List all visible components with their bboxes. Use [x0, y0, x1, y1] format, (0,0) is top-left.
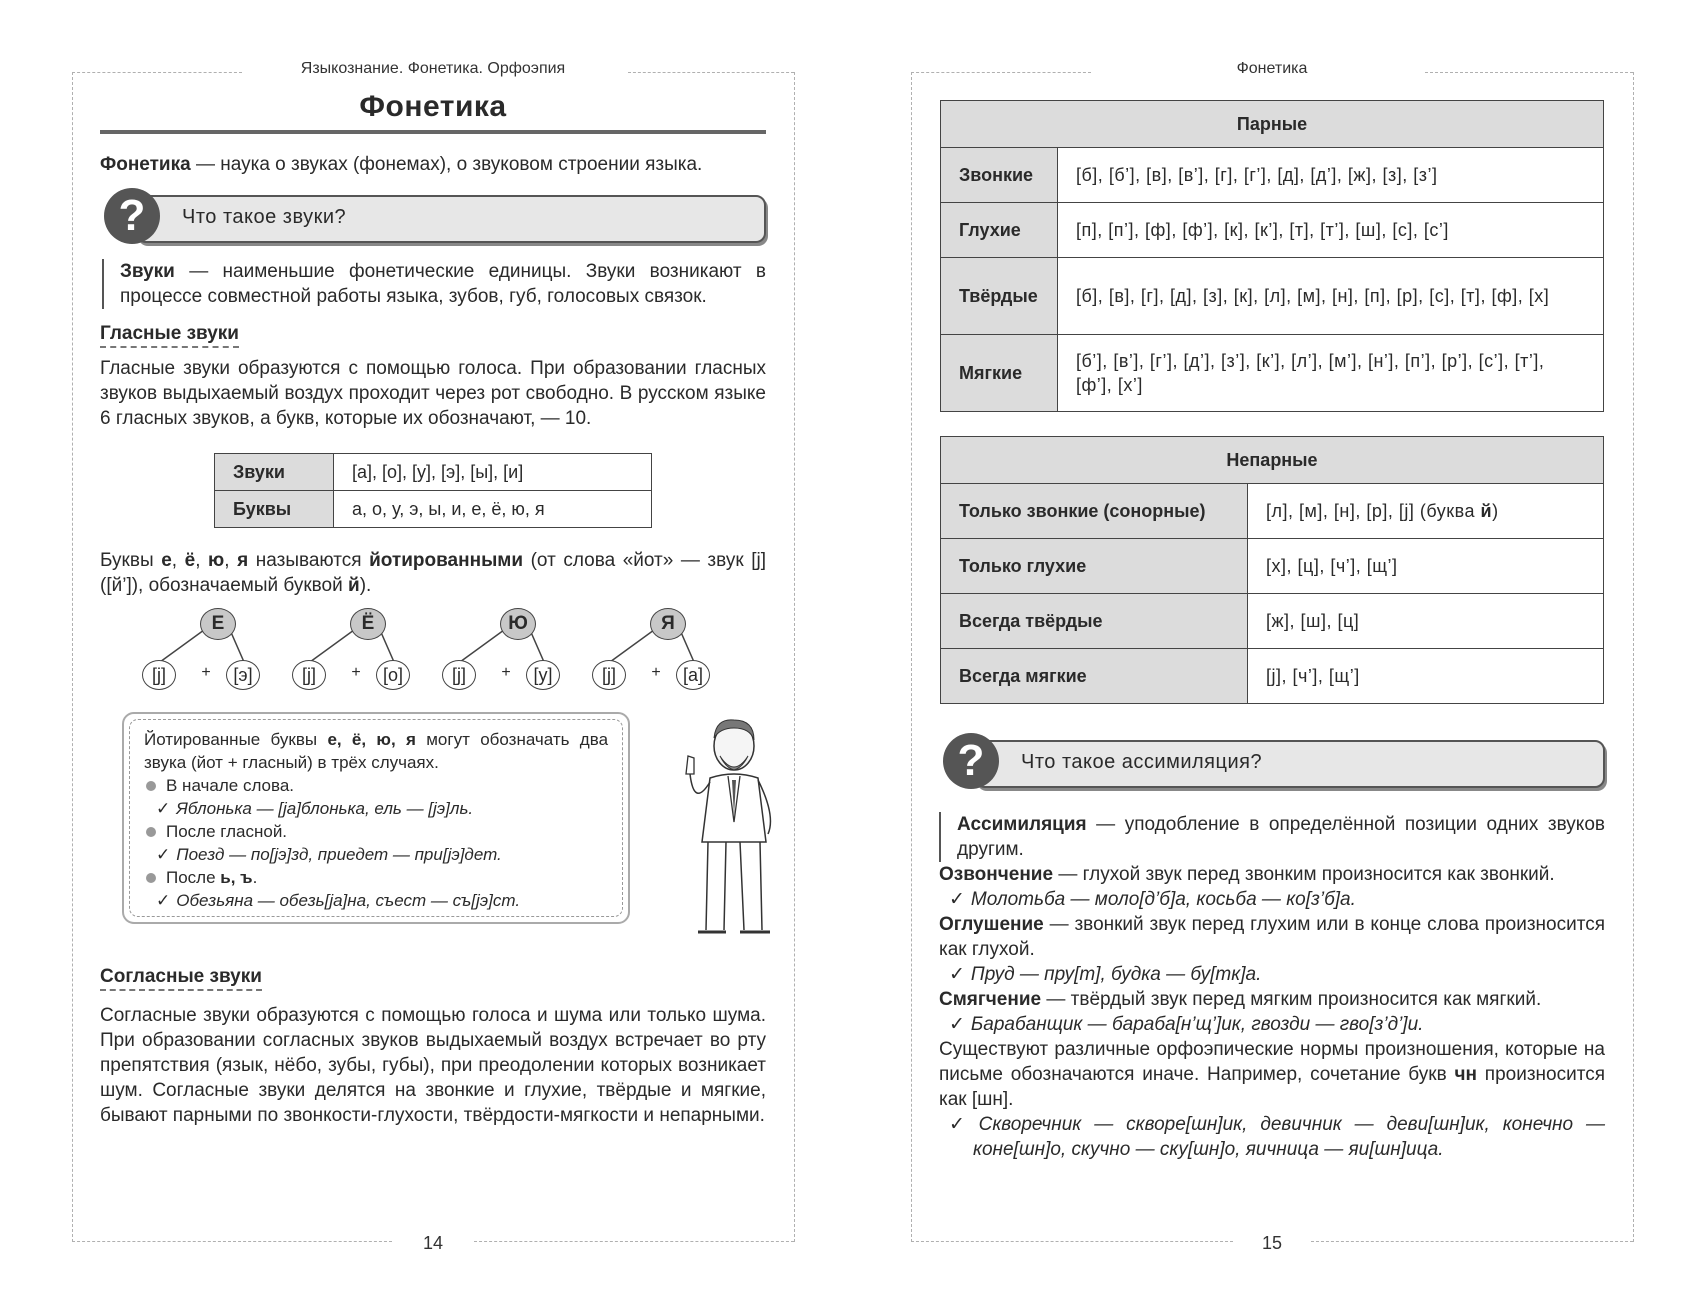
example-block: ✓ Скворечник — скворе[шн]ик, девичник — деви[шн]ик, конечно — коне[шн]о, скучно — ску[шн]о, яичница — яи[шн]ица.	[949, 1114, 1606, 1160]
devoicing-paragraph: Оглушение — звонкий звук перед глухим или в конце слова произносится как глухой.	[939, 914, 1605, 960]
example-line: ✓ Барабанщик — бараба[н’щ’]ик, гвозди — гво[з’д’]и.	[949, 1014, 1424, 1035]
table-cell-value: [б], [в], [г], [д], [з], [к], [л], [м], [н], [п], [р], [с], [т], [ф], [х]	[1058, 258, 1604, 335]
example-line: ✓ Яблонька — [ja]блонька, ель — [jэ]ль.	[156, 799, 474, 818]
table-cell-value: [б’], [в’], [г’], [д’], [з’], [к’], [л’], [м’], [н’], [п’], [р’], [с’], [т’], [ф’], [х’]	[1058, 335, 1604, 412]
check-icon: ✓	[156, 799, 171, 818]
table-cell-label: Всегда твёрдые	[941, 594, 1248, 649]
right-page	[911, 60, 1633, 1253]
yot-diagram	[142, 608, 292, 700]
yot-sound-vowel: [у]	[526, 660, 560, 690]
yot-sound-vowel: [о]	[376, 660, 410, 690]
check-icon: ✓	[156, 845, 171, 864]
table-cell-value: [б], [б’], [в], [в’], [г], [г’], [д], [д’], [ж], [з], [з’]	[1058, 148, 1604, 203]
table-row	[941, 484, 1604, 539]
table-header: Парные	[941, 101, 1604, 148]
table-cell-value: [х], [ц], [ч’], [щ’]	[1248, 539, 1604, 594]
table-row	[941, 539, 1604, 594]
yot-sound-j: [j]	[142, 660, 176, 690]
yot-plus: +	[651, 664, 661, 681]
page-number: 14	[72, 1233, 794, 1254]
table-cell-value: [j], [ч’], [щ’]	[1248, 649, 1604, 704]
question-icon: ?	[104, 188, 160, 244]
yot-letter: Ё	[350, 608, 386, 640]
question-text: Что такое ассимиляция?	[1021, 751, 1263, 773]
example-line: ✓ Поезд — по[jэ]зд, приедет — при[jэ]дет.	[156, 845, 502, 864]
example-line: ✓ Обезьяна — обезь[ja]на, съест — съ[jэ]ст.	[156, 891, 521, 910]
vowels-heading: Гласные звуки	[100, 323, 239, 348]
table-cell-value: [а], [о], [у], [э], [ы], [и]	[334, 454, 652, 491]
question-icon: ?	[943, 733, 999, 789]
voicing-paragraph: Озвончение — глухой звук перед звонким произносится как звонкий.	[939, 864, 1555, 885]
frame-left	[72, 72, 73, 1242]
vowels-table	[214, 453, 652, 528]
table-cell-label: Только глухие	[941, 539, 1248, 594]
yot-sound-j: [j]	[592, 660, 626, 690]
table-row	[941, 148, 1604, 203]
yot-letter: Я	[650, 608, 686, 640]
table-row	[941, 335, 1604, 412]
right-content	[939, 100, 1605, 1162]
table-cell-label: Звонкие	[941, 148, 1058, 203]
table-cell-label: Всегда мягкие	[941, 649, 1248, 704]
table-cell-value: [п], [п’], [ф], [ф’], [к], [к’], [т], [т’], [ш], [с], [с’]	[1058, 203, 1604, 258]
question-text: Что такое звуки?	[182, 206, 347, 228]
example-line: ✓ Молотьба — моло[д’б]а, косьба — ко[з’б]а.	[949, 889, 1356, 910]
check-icon: ✓	[156, 891, 171, 910]
consonants-heading: Согласные звуки	[100, 966, 262, 991]
yot-sound-vowel: [а]	[676, 660, 710, 690]
orthoepy-paragraph: Существуют различные орфоэпические нормы произношения, которые на письме обозначаются иначе. Например, сочетание букв чн произносится как [шн].	[939, 1039, 1605, 1110]
running-head: Фонетика	[911, 60, 1633, 78]
yot-diagram	[592, 608, 742, 700]
consonants-paragraph: Согласные звуки образуются с помощью голоса и шума или только шума. При образовании согласных звуков выдыхаемый воздух встречает во рту препятствия (язык, нёбо, зубы, губы), при преодолении которых возникает шум. Согласные звуки делятся на звонкие и глухие, твёрдые и мягкие, бывают парными по звонкости-глухости, твёрдости-мягкости и непарными.	[100, 1005, 766, 1126]
left-content	[100, 90, 766, 1128]
page-number: 15	[911, 1233, 1633, 1254]
note-section	[100, 712, 766, 948]
check-icon: ✓	[949, 1014, 965, 1035]
frame-left	[911, 72, 912, 1242]
example-line: ✓ Пруд — пру[т], будка — бу[тк]а.	[949, 964, 1262, 985]
table-header: Непарные	[941, 437, 1604, 484]
yot-diagram	[292, 608, 442, 700]
table-row	[941, 203, 1604, 258]
check-icon: ✓	[949, 964, 965, 985]
table-cell-label: Твёрдые	[941, 258, 1058, 335]
table-cell-label: Мягкие	[941, 335, 1058, 412]
check-icon: ✓	[949, 1114, 973, 1135]
left-page	[72, 60, 794, 1253]
yot-diagrams	[100, 608, 766, 700]
question-banner	[100, 189, 766, 245]
table-cell-label: Звуки	[215, 454, 334, 491]
intro-paragraph: Фонетика — наука о звуках (фонемах), о звуковом строении языка.	[100, 154, 703, 175]
table-cell-value: а, о, у, э, ы, и, е, ё, ю, я	[334, 491, 652, 528]
question-banner	[939, 734, 1605, 790]
table-row	[941, 258, 1604, 335]
yot-diagram	[442, 608, 592, 700]
note-box-inner	[129, 719, 623, 917]
table-header-row	[941, 437, 1604, 484]
list-item: После ь, ъ.	[144, 866, 608, 889]
yot-sound-vowel: [э]	[226, 660, 260, 690]
yot-sound-j: [j]	[292, 660, 326, 690]
table-cell-label: Только звонкие (сонорные)	[941, 484, 1248, 539]
check-icon: ✓	[949, 889, 965, 910]
paired-consonants-table	[940, 100, 1604, 412]
list-item: В начале слова.	[144, 774, 608, 797]
page-title: Фонетика	[100, 90, 766, 134]
note-intro: Йотированные буквы е, ё, ю, я могут обозначать два звука (йот + гласный) в трёх случаях.	[144, 730, 609, 772]
table-row	[941, 649, 1604, 704]
unpaired-consonants-table	[940, 436, 1604, 704]
yot-plus: +	[201, 664, 211, 681]
iotated-paragraph: Буквы е, ё, ю, я называются йотированными (от слова «йот» — звук [j] ([й’]), обозначаемый буквой й).	[100, 550, 766, 596]
frame-right	[1633, 72, 1634, 1242]
assimilation-definition: Ассимиляция — уподобление в определённой позиции одних звуков другим.	[939, 812, 1605, 862]
table-row	[215, 454, 652, 491]
table-row	[941, 594, 1604, 649]
table-row	[215, 491, 652, 528]
frame-right	[794, 72, 795, 1242]
sounds-definition: Звуки — наименьшие фонетические единицы. Звуки возникают в процессе совместной работы языка, зубов, губ, голосовых связок.	[102, 259, 766, 309]
table-cell-label: Буквы	[215, 491, 334, 528]
teacher-illustration	[672, 712, 812, 942]
table-cell-value: [л], [м], [н], [р], [j] (буква й)	[1248, 484, 1604, 539]
yot-letter: Ю	[500, 608, 536, 640]
note-box	[122, 712, 630, 924]
yot-sound-j: [j]	[442, 660, 476, 690]
table-header-row	[941, 101, 1604, 148]
list-item: После гласной.	[144, 820, 608, 843]
table-cell-value: [ж], [ш], [ц]	[1248, 594, 1604, 649]
table-cell-label: Глухие	[941, 203, 1058, 258]
softening-paragraph: Смягчение — твёрдый звук перед мягким произносится как мягкий.	[939, 989, 1542, 1010]
yot-letter: Е	[200, 608, 236, 640]
yot-plus: +	[501, 664, 511, 681]
running-head: Языкознание. Фонетика. Орфоэпия	[72, 60, 794, 78]
yot-plus: +	[351, 664, 361, 681]
vowels-paragraph: Гласные звуки образуются с помощью голоса. При образовании гласных звуков выдыхаемый воздух проходит через рот свободно. В русском языке 6 гласных звуков, а букв, которые их обозначают, — 10.	[100, 358, 766, 429]
